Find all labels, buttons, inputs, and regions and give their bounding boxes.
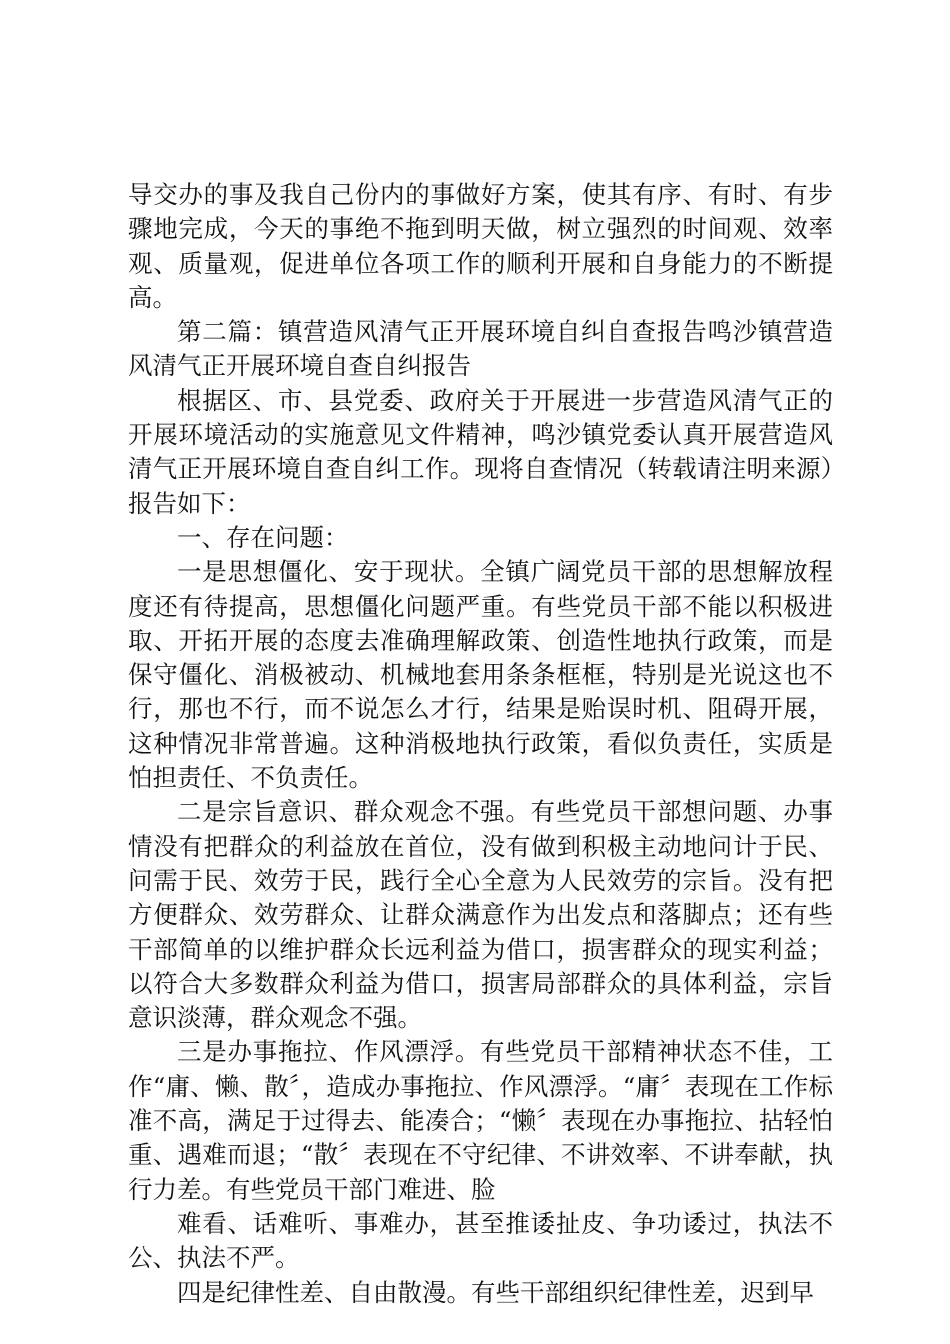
paragraph: 四是纪律性差、自由散漫。有些干部组织纪律性差，迟到早: [177, 1277, 814, 1307]
paragraph: 导交办的事及我自己份内的事做好方案，使其有序、有时、有步骤地完成，今天的事绝不拖到明天做，树立强烈的时间观、效率观、质量观，促进单位各项工作的顺利开展和自身能力的不断提高。: [128, 180, 833, 312]
paragraph: 根据区、市、县党委、政府关于开展进一步营造风清气正的开展环境活动的实施意见文件精神，鸣沙镇党委认真开展营造风清气正开展环境自查自纠工作。现将自查情况（转载请注明来源）报告如下：: [128, 385, 833, 518]
paragraph: 三是办事拖拉、作风漂浮。有些党员干部精神状态不佳，工作“庸、懒、散〞，造成办事拖拉、作风漂浮。“庸〞表现在工作标准不高，满足于过得去、能凑合；“懒〞表现在办事拖拉、拈轻怕重、遇难而退；“散〞表现在不守纪律、不讲效率、不讲奉献，执行力差。有些党员干部门难进、脸: [128, 1037, 833, 1204]
section-heading-paragraph: 第二篇：镇营造风清气正开展环境自纠自查报告鸣沙镇营造风清气正开展环境自查自纠报告: [128, 317, 833, 381]
paragraph: 一是思想僵化、安于现状。全镇广阔党员干部的思想解放程度还有待提高，思想僵化问题严重。有些党员干部不能以积极进取、开拓开展的态度去准确理解政策、创造性地执行政策，而是保守僵化、消极被动、机械地套用条条框框，特别是光说这也不行，那也不行，而不说怎么才行，结果是贻误时机、阻碍开展，这种情况非常普遍。这种消极地执行政策，看似负责任，实质是怕担责任、不负责任。: [128, 557, 833, 793]
paragraph: 难看、话难听、事难办，甚至推诿扯皮、争功诿过，执法不公、执法不严。: [128, 1208, 833, 1273]
document-body: [128, 178, 833, 1310]
paragraph: 二是宗旨意识、群众观念不强。有些党员干部想问题、办事情没有把群众的利益放在首位，没有做到积极主动地问计于民、问需于民、效劳于民，践行全心全意为人民效劳的宗旨。没有把方便群众、效劳群众、让群众满意作为出发点和落脚点；还有些干部简单的以维护群众长远利益为借口，损害群众的现实利益；以符合大多数群众利益为借口，损害局部群众的具体利益，宗旨意识淡薄，群众观念不强。: [128, 797, 833, 1033]
subheading-paragraph: 一、存在问题：: [177, 522, 349, 552]
